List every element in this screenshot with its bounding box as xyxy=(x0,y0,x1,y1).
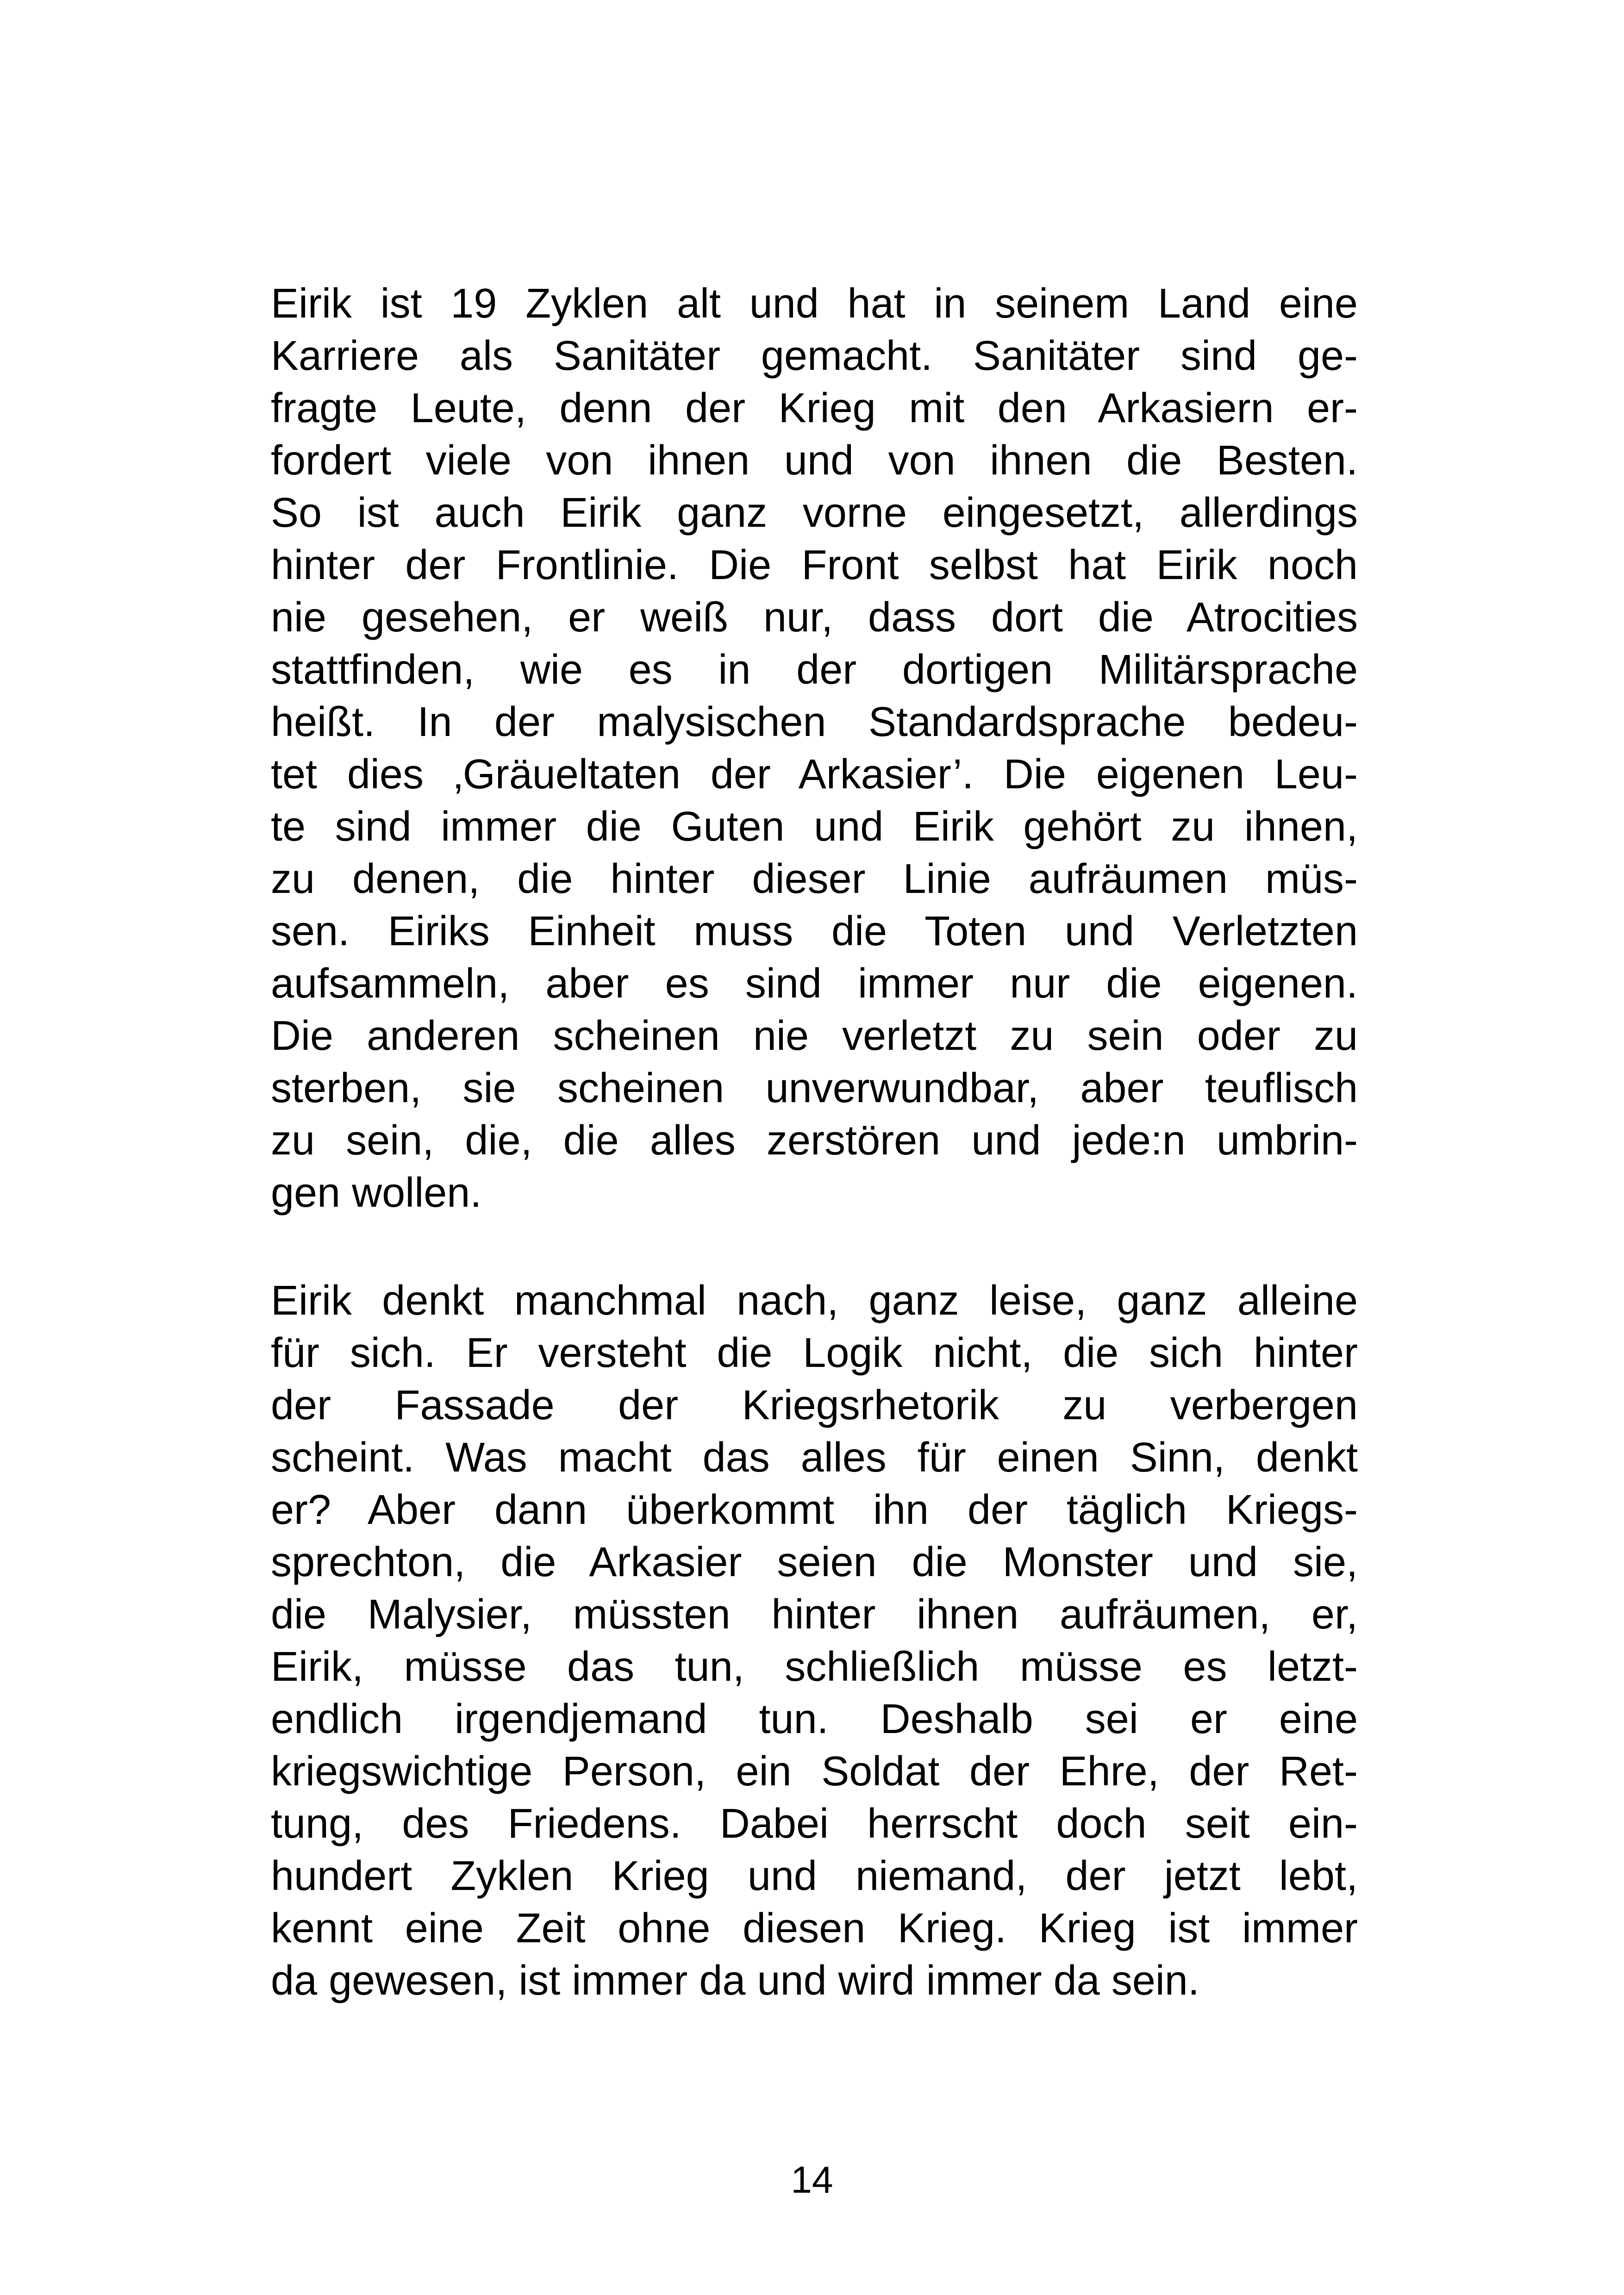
text-line: Karriere als Sanitäter gemacht. Sanitäter sind ge- xyxy=(271,333,1358,379)
text-line: sterben, sie scheinen unverwundbar, aber teuflisch xyxy=(271,1065,1358,1111)
text-line: heißt. In der malysischen Standardsprache bedeu- xyxy=(271,699,1358,745)
text-line: Eirik ist 19 Zyklen alt und hat in seinem Land eine xyxy=(271,281,1358,327)
text-line: aufsammeln, aber es sind immer nur die eigenen. xyxy=(271,960,1358,1007)
text-line: da gewesen, ist immer da und wird immer da sein. xyxy=(271,1958,1199,2004)
text-line: Eirik denkt manchmal nach, ganz leise, ganz alleine xyxy=(271,1278,1358,1324)
text-line: für sich. Er versteht die Logik nicht, die sich hinter xyxy=(271,1330,1358,1376)
text-line: er? Aber dann überkommt ihn der täglich Kriegs- xyxy=(271,1487,1358,1533)
text-line: nie gesehen, er weiß nur, dass dort die Atrocities xyxy=(271,594,1358,641)
text-line: endlich irgendjemand tun. Deshalb sei er eine xyxy=(271,1696,1358,1742)
paragraph xyxy=(271,278,1358,1219)
text-line: fordert viele von ihnen und von ihnen die Besten. xyxy=(271,437,1358,484)
text-line: Eirik, müsse das tun, schließlich müsse es letzt- xyxy=(271,1644,1358,1690)
page-number: 14 xyxy=(791,2159,833,2201)
text-line: hundert Zyklen Krieg und niemand, der jetzt lebt, xyxy=(271,1853,1358,1899)
text-line: te sind immer die Guten und Eirik gehört zu ihnen, xyxy=(271,804,1358,850)
text-line: Die anderen scheinen nie verletzt zu sein oder zu xyxy=(271,1013,1358,1059)
text-line: zu sein, die, die alles zerstören und jede:n umbrin- xyxy=(271,1117,1358,1164)
text-line: sprechton, die Arkasier seien die Monster und sie, xyxy=(271,1539,1358,1585)
text-line: kennt eine Zeit ohne diesen Krieg. Krieg ist immer xyxy=(271,1905,1358,1952)
text-line: sen. Eiriks Einheit muss die Toten und Verletzten xyxy=(271,908,1358,954)
text-line: hinter der Frontlinie. Die Front selbst hat Eirik noch xyxy=(271,542,1358,588)
text-line: gen wollen. xyxy=(271,1170,482,1216)
text-line: tung, des Friedens. Dabei herrscht doch seit ein- xyxy=(271,1801,1358,1847)
text-block xyxy=(271,278,1358,2063)
text-line: der Fassade der Kriegsrhetorik zu verbergen xyxy=(271,1382,1358,1428)
text-line: zu denen, die hinter dieser Linie aufräumen müs- xyxy=(271,856,1358,902)
text-line: kriegswichtige Person, ein Soldat der Ehre, der Ret- xyxy=(271,1748,1358,1795)
text-line: tet dies ‚Gräueltaten der Arkasier’. Die eigenen Leu- xyxy=(271,751,1358,798)
text-line: die Malysier, müssten hinter ihnen aufräumen, er, xyxy=(271,1591,1358,1638)
paragraph xyxy=(271,1275,1358,2007)
text-line: fragte Leute, denn der Krieg mit den Arkasiern er- xyxy=(271,385,1358,431)
text-line: So ist auch Eirik ganz vorne eingesetzt, allerdings xyxy=(271,490,1358,536)
text-line: stattfinden, wie es in der dortigen Militärsprache xyxy=(271,647,1358,693)
text-line: scheint. Was macht das alles für einen Sinn, denkt xyxy=(271,1434,1358,1481)
